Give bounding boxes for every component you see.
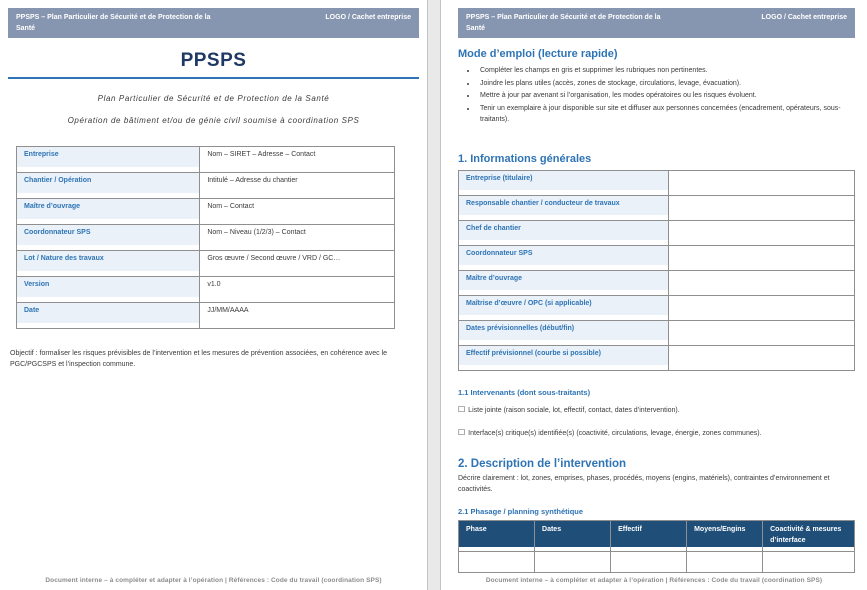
usage-section-title: Mode d’emploi (lecture rapide): [458, 48, 618, 60]
document-subtitle-1: Plan Particulier de Sécurité et de Protection de la Santé: [97, 94, 330, 103]
row-label: Coordonnateur SPS: [459, 245, 669, 270]
page2-header-band: [458, 8, 855, 38]
table-row: [459, 270, 855, 295]
header-band-title: PPSPS – Plan Particulier de Sécurité et de Protection de la Santé: [16, 14, 211, 33]
column-header: Phase: [459, 521, 535, 552]
row-label: Coordonnateur SPS: [17, 225, 200, 251]
input-cell[interactable]: [535, 552, 611, 573]
table-row: [459, 345, 855, 370]
table-row: [17, 251, 395, 277]
row-value-field[interactable]: Gros œuvre / Second œuvre / VRD / GC…: [200, 251, 395, 277]
column-header: Effectif: [611, 521, 687, 552]
row-label: Maître d’ouvrage: [459, 270, 669, 295]
table-row: [459, 320, 855, 345]
general-info-table: [458, 170, 855, 371]
input-cell[interactable]: [668, 245, 854, 270]
page-2: [441, 0, 867, 590]
list-item: • Joindre les plans utiles (accès, zones de stockage, circulations, levage, évacuation).: [477, 78, 851, 90]
row-value-field[interactable]: v1.0: [200, 277, 395, 303]
page1-header-band: [8, 8, 419, 38]
input-cell[interactable]: [668, 220, 854, 245]
table-row: [459, 295, 855, 320]
checkbox-unchecked-icon[interactable]: ☐: [458, 427, 466, 437]
page1-footer: Document interne – à compléter et adapter à l’opération | Références : Code du travail (coordination SPS): [45, 577, 382, 584]
input-cell[interactable]: [668, 295, 854, 320]
row-label: Lot / Nature des travaux: [17, 251, 200, 277]
list-item: • Compléter les champs en gris et supprimer les rubriques non pertinentes.: [477, 65, 851, 77]
input-cell[interactable]: [668, 320, 854, 345]
row-label: Dates prévisionnelles (début/fin): [459, 320, 669, 345]
section2-title: 2. Description de l’intervention: [458, 457, 627, 470]
input-cell[interactable]: [668, 195, 854, 220]
column-header: Dates: [535, 521, 611, 552]
row-label: Date: [17, 303, 200, 329]
header-band-title: PPSPS – Plan Particulier de Sécurité et de Protection de la Santé: [466, 14, 661, 33]
row-label: Chef de chantier: [459, 220, 669, 245]
column-header: Moyens/Engins: [687, 521, 763, 552]
document-subtitle-2: Opération de bâtiment et/ou de génie civil soumise à coordination SPS: [67, 116, 360, 125]
table-row: [459, 245, 855, 270]
row-value-field[interactable]: Nom – Contact: [200, 199, 395, 225]
table-row: [17, 173, 395, 199]
input-cell[interactable]: [668, 270, 854, 295]
row-label: Responsable chantier / conducteur de travaux: [459, 195, 669, 220]
phasing-table: [458, 520, 855, 573]
row-value-field[interactable]: Intitulé – Adresse du chantier: [200, 173, 395, 199]
list-item: • Mettre à jour par avenant si l’organisation, les modes opératoires ou les risques évoluent.: [477, 90, 851, 102]
page-1: [0, 0, 427, 590]
page2-footer: Document interne – à compléter et adapter à l’opération | Références : Code du travail (coordination SPS): [485, 577, 823, 584]
summary-table: [16, 146, 395, 329]
checkbox-line: [458, 405, 855, 414]
section2-1-title: 2.1 Phasage / planning synthétique: [458, 507, 584, 517]
section1-1-title: 1.1 Intervenants (dont sous-traitants): [458, 387, 591, 397]
page-gutter: [427, 0, 441, 590]
checkbox-label: Interface(s) critique(s) identifiée(s) (coactivité, circulations, levage, énergie, zones communes).: [468, 429, 762, 437]
row-label: Maître d’ouvrage: [17, 199, 200, 225]
table-header-row: [459, 521, 855, 552]
header-logo-placeholder: LOGO / Cachet entreprise: [325, 14, 411, 21]
input-cell[interactable]: [687, 552, 763, 573]
checkbox-unchecked-icon[interactable]: ☐: [458, 404, 466, 414]
row-label: Maîtrise d’œuvre / OPC (si applicable): [459, 295, 669, 320]
usage-bullet-list: [466, 65, 851, 126]
title-divider: [8, 77, 419, 79]
section1-title: 1. Informations générales: [458, 152, 592, 165]
column-header: Coactivité & mesures d’interface: [763, 521, 855, 552]
table-row: [459, 170, 855, 195]
row-value-field[interactable]: JJ/MM/AAAA: [200, 303, 395, 329]
row-label: Chantier / Opération: [17, 173, 200, 199]
table-row: [459, 552, 855, 573]
input-cell[interactable]: [668, 345, 854, 370]
checkbox-line: [458, 428, 855, 437]
input-cell[interactable]: [668, 170, 854, 195]
table-row: [17, 225, 395, 251]
table-row: [459, 195, 855, 220]
row-value-field[interactable]: Nom – Niveau (1/2/3) – Contact: [200, 225, 395, 251]
list-item: • Tenir un exemplaire à jour disponible sur site et diffuser aux personnes concernées (encadrement, opérateurs, sous-traitants).: [477, 103, 851, 126]
table-row: [17, 277, 395, 303]
table-row: [17, 147, 395, 173]
header-logo-placeholder: LOGO / Cachet entreprise: [761, 14, 847, 21]
row-label: Entreprise: [17, 147, 200, 173]
row-label: Effectif prévisionnel (courbe si possible): [459, 345, 669, 370]
table-row: [17, 303, 395, 329]
table-row: [17, 199, 395, 225]
table-row: [459, 220, 855, 245]
row-value-field[interactable]: Nom – SIRET – Adresse – Contact: [200, 147, 395, 173]
input-cell[interactable]: [611, 552, 687, 573]
section2-body: Décrire clairement : lot, zones, emprises, phases, procédés, moyens (engins, matériels), contraintes d’environnement et coactivités.: [458, 474, 830, 493]
row-label: Entreprise (titulaire): [459, 170, 669, 195]
objective-paragraph: Objectif : formaliser les risques prévisibles de l’intervention et les mesures de prévention associées, en cohérence avec le PGC/PGCSPS et l’inspection commune.: [10, 350, 388, 368]
input-cell[interactable]: [763, 552, 855, 573]
checkbox-label: Liste jointe (raison sociale, lot, effectif, contact, dates d’intervention).: [468, 406, 680, 414]
document-title: PPSPS: [180, 50, 247, 71]
input-cell[interactable]: [459, 552, 535, 573]
row-label: Version: [17, 277, 200, 303]
